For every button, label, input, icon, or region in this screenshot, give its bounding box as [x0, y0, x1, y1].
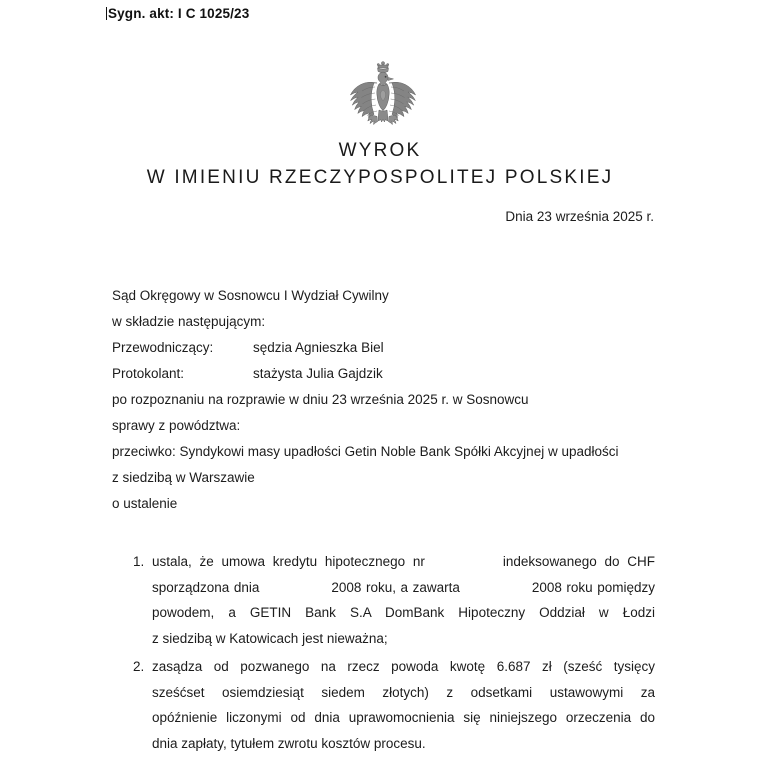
ruling-1-line3: powodem, a GETIN Bank S.A DomBank Hipoteczny Oddział w Łodzi	[152, 605, 655, 620]
hearing-line: po rozpoznaniu na rozprawie w dniu 23 września 2025 r. w Sosnowcu	[112, 392, 529, 407]
preamble-block	[112, 283, 672, 517]
defendant-line: przeciwko: Syndykowi masy upadłości Getin Noble Bank Spółki Akcyjnej w upadłości	[112, 444, 619, 459]
ruling-1-line2a: sporządzona dnia	[152, 579, 260, 595]
presiding-judge-value: sędzia Agnieszka Biel	[253, 340, 384, 355]
court-name: Sąd Okręgowy w Sosnowcu I Wydział Cywilny	[112, 288, 389, 303]
case-signature	[106, 6, 249, 21]
ruling-item-number: 2.	[133, 659, 145, 674]
ruling-2-line2: sześćset osiemdziesiąt siedem złotych) z odsetkami ustawowymi za	[152, 684, 655, 700]
title-in-name-of-republic: W IMIENIU RZECZYPOSPOLITEJ POLSKIEJ	[146, 167, 614, 188]
text-cursor-mark	[106, 7, 107, 20]
composition-intro: w składzie następującym:	[112, 314, 266, 329]
polish-eagle-emblem	[331, 58, 435, 136]
title-wyrok: WYROK	[338, 140, 422, 161]
ruling-item	[133, 654, 655, 756]
emblem-container	[0, 58, 768, 136]
ruling-item-text	[152, 654, 655, 756]
ruling-2-line1: zasądza od pozwanego na rzecz powoda kwotę 6.687 zł (sześć tysięcy	[152, 659, 655, 674]
ruling-2-line3: opóźnienie liczonymi od dnia uprawomocnienia się niniejszego orzeczenia do	[152, 710, 655, 725]
ruling-1-line1a: ustala, że umowa kredytu hipotecznego nr	[152, 554, 425, 569]
judgment-title-block	[0, 138, 768, 191]
case-subject: o ustalenie	[112, 496, 178, 511]
ruling-item-text	[152, 549, 655, 651]
presiding-judge-label: Przewodniczący:	[112, 340, 214, 355]
ruling-1-line2c: 2008 roku pomiędzy	[531, 579, 656, 595]
ruling-1-line4: z siedzibą w Katowicach jest nieważna;	[152, 630, 388, 646]
defendant-seat: z siedzibą w Warszawie	[112, 470, 255, 485]
recorder-row	[112, 361, 672, 387]
presiding-judge-row	[112, 335, 672, 361]
plaintiff-intro: sprawy z powództwa:	[112, 418, 241, 433]
recorder-value: stażysta Julia Gajdzik	[253, 366, 383, 381]
ruling-list	[133, 549, 655, 759]
ruling-2-line4: dnia zapłaty, tytułem zwrotu kosztów procesu.	[152, 735, 426, 751]
ruling-item-number: 1.	[133, 554, 145, 569]
ruling-1-line2b: 2008 roku, a zawarta	[331, 579, 460, 595]
ruling-1-line1b: indeksowanego do CHF	[502, 554, 655, 569]
recorder-label: Protokolant:	[112, 366, 185, 381]
ruling-item	[133, 549, 655, 651]
judgment-date: Dnia 23 września 2025 r.	[505, 209, 654, 224]
case-signature-text: Sygn. akt: I C 1025/23	[108, 6, 250, 21]
